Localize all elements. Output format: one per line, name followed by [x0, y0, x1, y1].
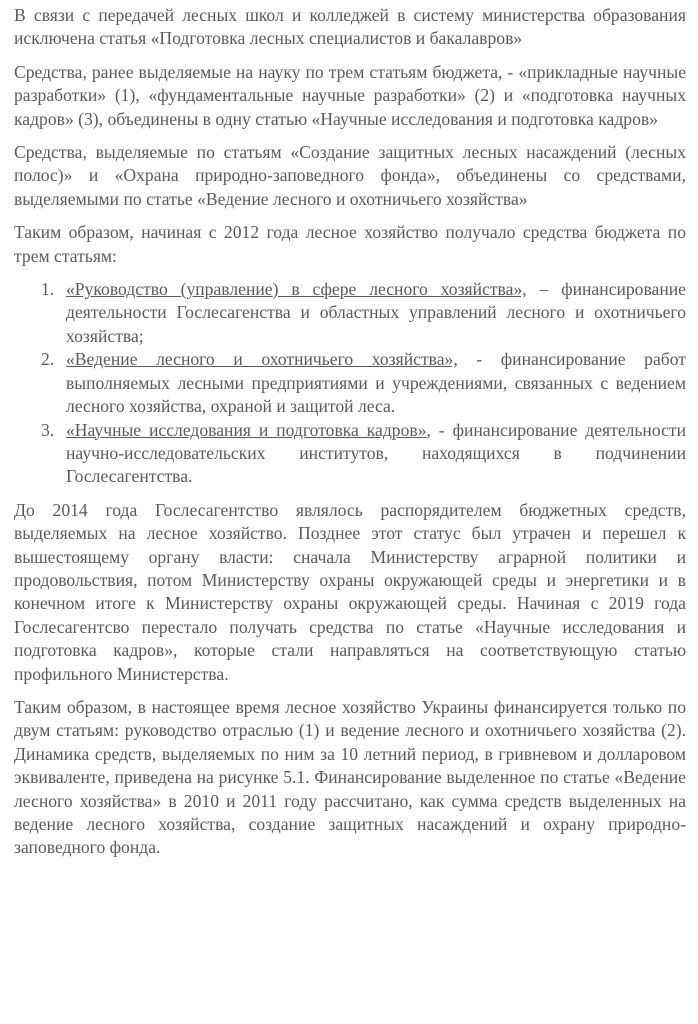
list-item-number: 1. [41, 279, 55, 300]
list-item [14, 278, 686, 348]
paragraph-school-transfer: В связи с передачей лесных школ и колледжей в систему министерства образования исключена статья «Подготовка лесных специалистов и бакалавров» [14, 5, 686, 49]
paragraph-forest-belts: Средства, выделяемые по статьям «Создание защитных лесных насаждений (лесных полос)» и «Охрана природно-заповедного фонда», объединены со средствами, выделяемыми по статье «Ведение лесного и охотничьего хозяйства» [14, 142, 686, 209]
paragraph-agency-status: До 2014 года Гослесагентство являлось распорядителем бюджетных средств, выделяемых на лесное хозяйство. Позднее этот статус был утрачен и перешел к вышестоящему органу власти: сначала Министерству аграрной политики и продовольствия, потом Министерству охраны окружающей среды и энергетики и в конечном итоге к Министерству охраны окружающей среды. Начиная с 2019 года Гослесагентсво перестало получать средства по статье «Научные исследования и подготовка кадров», которые стали направляться на соответствующую статью профильного Министерства. [14, 499, 686, 684]
document-page [14, 4, 686, 860]
list-item-title: «Руководство (управление) в сфере лесного хозяйства», [66, 279, 527, 300]
list-item [14, 348, 686, 418]
paragraph-three-articles: Таким образом, начиная с 2012 года лесное хозяйство получало средства бюджета по трем статьям: [14, 222, 686, 266]
list-item-description: - финансирование работ выполняемых лесными предприятиями и учреждениями, связанных с ведением лесного хозяйства, охраной и защитой леса. [66, 349, 686, 417]
list-item-number: 3. [41, 419, 55, 440]
list-item-description: – финансирование деятельности Гослесагенства и областных управлений лесного и охотничьего хозяйства; [66, 279, 686, 346]
budget-articles-list [14, 278, 686, 489]
list-item-title: «Ведение лесного и охотничьего хозяйства», [66, 349, 458, 370]
paragraph-current-financing: Таким образом, в настоящее время лесное хозяйство Украины финансируется только по двум статьям: руководство отраслью (1) и ведение лесного и охотничьего хозяйства (2). Динамика средств, выделяемых по ним за 10 летний период, в гривневом и долларовом эквиваленте, приведена на рисунке 5.1. Финансирование выделенное по статье «Ведение лесного хозяйства» в 2010 и 2011 году рассчитано, как сумма средств выделенных на ведение лесного хозяйства, создание защитных насаждений и охрану природно-заповедного фонда. [14, 696, 686, 858]
list-item-title: «Научные исследования и подготовка кадров» [66, 419, 427, 440]
list-item-number: 2. [41, 349, 55, 370]
paragraph-science-funds: Средства, ранее выделяемые на науку по трем статьям бюджета, - «прикладные научные разработки» (1), «фундаментальные научные разработки» (2) и «подготовка научных кадров» (3), объединены в одну статью «Научные исследования и подготовка кадров» [14, 61, 686, 129]
list-item [14, 419, 686, 489]
list-item-description: , - финансирование деятельности научно-исследовательских институтов, находящихся в подчинении Гослесагентства. [66, 419, 687, 487]
